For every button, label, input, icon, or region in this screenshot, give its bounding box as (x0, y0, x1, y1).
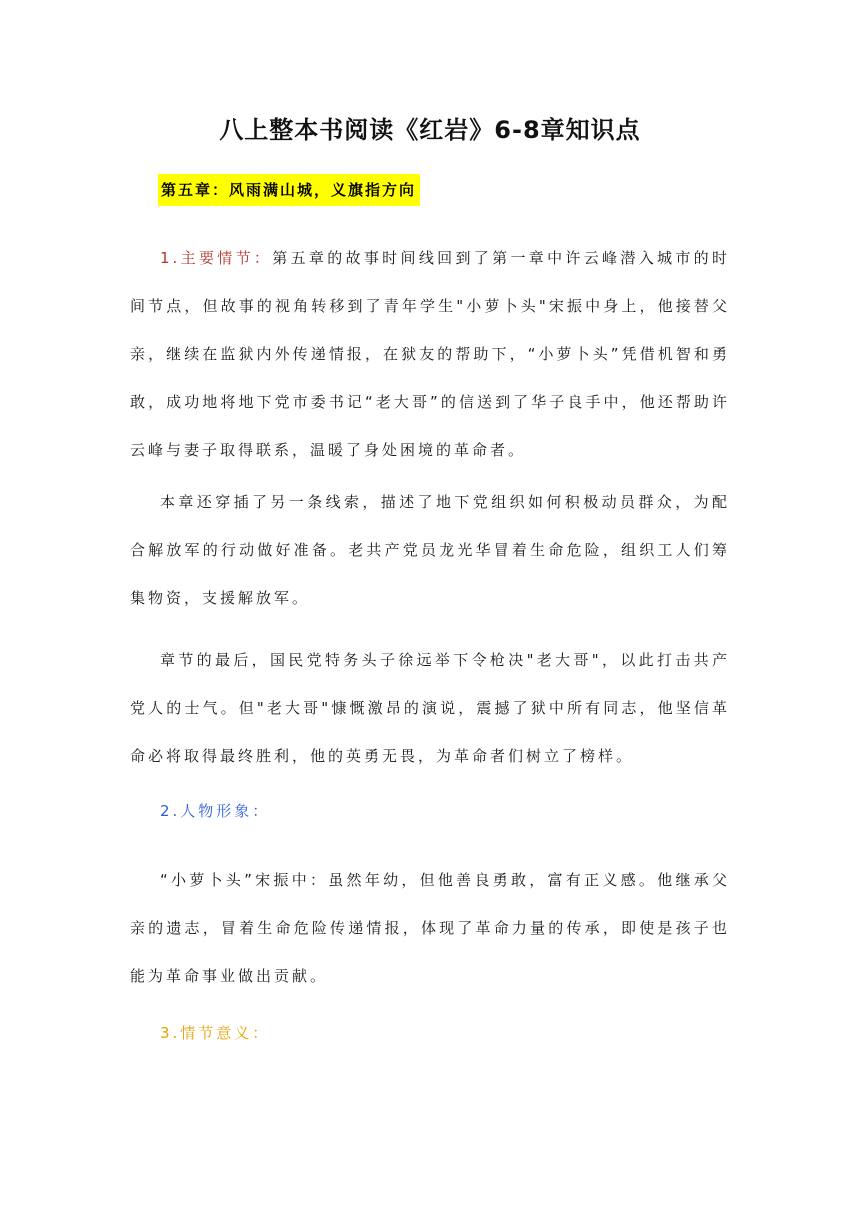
document-title: 八上整本书阅读《红岩》6-8章知识点 (219, 116, 641, 144)
plot-paragraph (130, 234, 730, 474)
plot-text: 第五章的故事时间线回到了第一章中许云峰潜入城市的时间节点，但故事的视角转移到了青年学生"小萝卜头"宋振中身上，他接替父亲，继续在监狱内外传递情报，在狱友的帮助下，“小萝卜头”凭借机智和勇敢，成功地将地下党市委书记“老大哥”的信送到了华子良手中，他还帮助许云峰与妻子取得联系，温暖了身处困境的革命者。 (130, 249, 730, 459)
character-paragraph: “小萝卜头”宋振中：虽然年幼，但他善良勇敢，富有正义感。他继承父亲的遗志，冒着生命危险传递情报，体现了革命力量的传承，即使是孩子也能为革命事业做出贡献。 (130, 871, 730, 985)
chapter-heading: 第五章：风雨满山城，义旗指方向 (158, 174, 420, 206)
ending-paragraph: 章节的最后，国民党特务头子徐远举下令枪决"老大哥"，以此打击共产党人的士气。但"老大哥"慷慨激昂的演说，震撼了狱中所有同志，他坚信革命必将取得最终胜利，他的英勇无畏，为革命者们树立了榜样。 (130, 651, 730, 765)
significance-heading: 3.情节意义： (160, 1024, 271, 1042)
subplot-paragraph: 本章还穿插了另一条线索，描述了地下党组织如何积极动员群众，为配合解放军的行动做好准备。老共产党员龙光华冒着生命危险，组织工人们筹集物资，支援解放军。 (130, 493, 730, 607)
character-heading: 2.人物形象： (160, 802, 271, 820)
plot-label: 1.主要情节： (160, 249, 273, 267)
